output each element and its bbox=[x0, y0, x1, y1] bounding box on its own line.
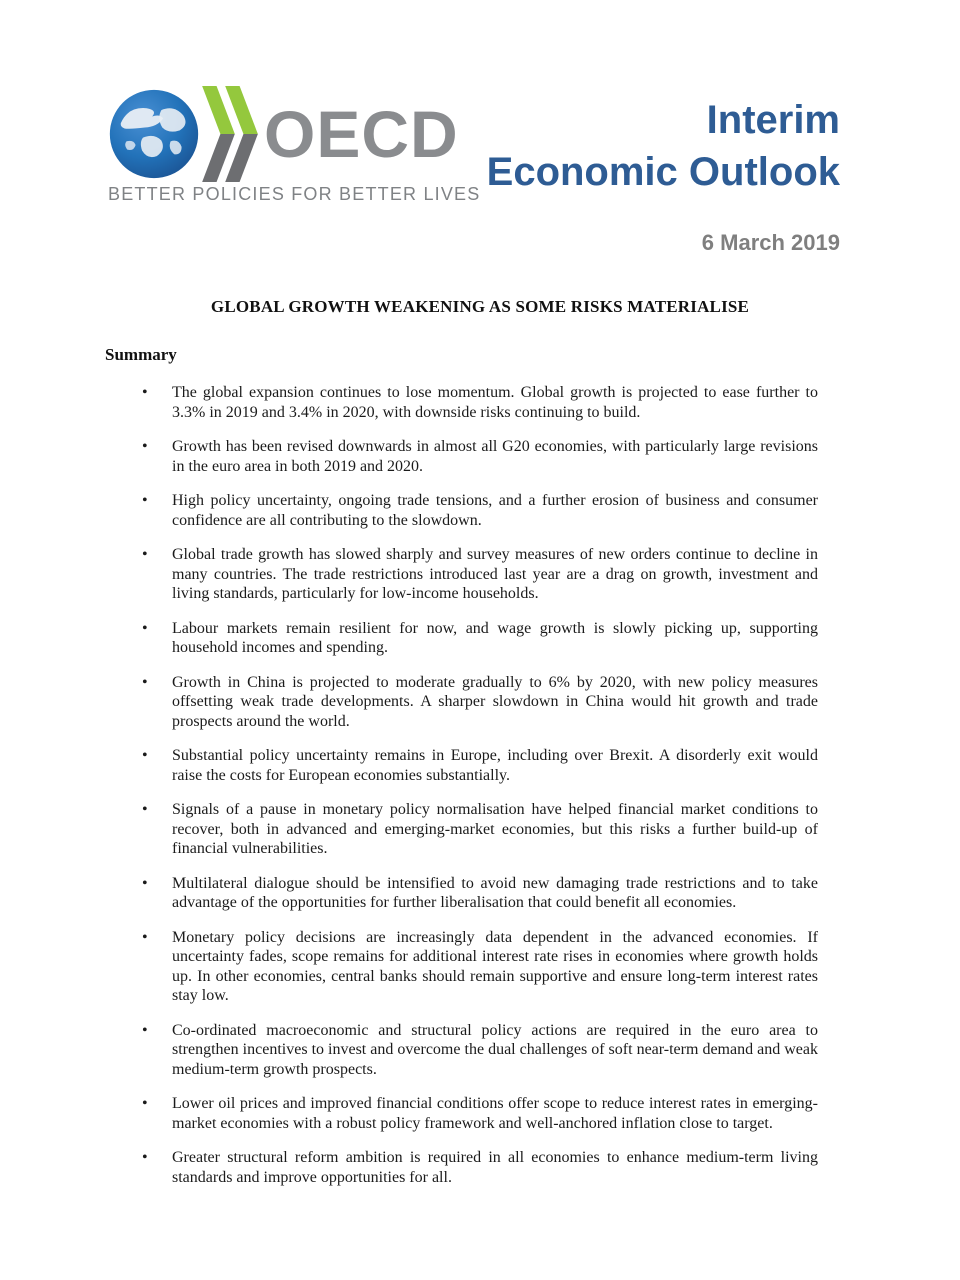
summary-bullet: • Global trade growth has slowed sharply and survey measures of new orders continue to decline in many countries. The trade restrictions introduced last year are a drag on growth, investment and living standards, particularly for low-income households. bbox=[140, 545, 818, 604]
summary-bullet: • Growth in China is projected to moderate gradually to 6% by 2020, with new policy measures offsetting weak trade developments. A sharper slowdown in China would hit growth and trade prospects around the world. bbox=[140, 673, 818, 732]
publication-title-line1: Interim bbox=[706, 98, 840, 142]
publication-title-line2: Economic Outlook bbox=[486, 150, 840, 194]
summary-bullet: • The global expansion continues to lose momentum. Global growth is projected to ease further to 3.3% in 2019 and 3.4% in 2020, with downside risks continuing to build. bbox=[140, 383, 818, 422]
logo-org-name: OECD bbox=[264, 97, 459, 171]
page-header bbox=[0, 0, 960, 265]
oecd-logo bbox=[108, 88, 481, 205]
document-body bbox=[0, 297, 960, 1187]
summary-bullet: • Labour markets remain resilient for now, and wage growth is slowly picking up, supporting household incomes and spending. bbox=[140, 619, 818, 658]
summary-bullet: • Greater structural reform ambition is required in all economies to enhance medium-term living standards and improve opportunities for all. bbox=[140, 1148, 818, 1187]
summary-bullet: • Growth has been revised downwards in almost all G20 economies, with particularly large revisions in the euro area in both 2019 and 2020. bbox=[140, 437, 818, 476]
summary-bullet: • High policy uncertainty, ongoing trade tensions, and a further erosion of business and consumer confidence are all contributing to the slowdown. bbox=[140, 491, 818, 530]
summary-bullet-list bbox=[140, 383, 855, 1187]
summary-heading: Summary bbox=[105, 345, 177, 364]
summary-bullet: • Lower oil prices and improved financial conditions offer scope to reduce interest rates in emerging-market economies with a robust policy framework and well-anchored inflation close to target. bbox=[140, 1094, 818, 1133]
globe-icon bbox=[108, 88, 200, 180]
summary-bullet: • Multilateral dialogue should be intensified to avoid new damaging trade restrictions and to take advantage of the opportunities for further liberalisation that could benefit all economies. bbox=[140, 874, 818, 913]
chevrons-icon bbox=[202, 86, 258, 182]
summary-bullet: • Monetary policy decisions are increasingly data dependent in the advanced economies. If uncertainty fades, scope remains for additional interest rate rises in economies where growth holds up. In other economies, central banks should remain supportive and ensure long-term interest rates stay low. bbox=[140, 928, 818, 1006]
logo-row bbox=[108, 88, 459, 180]
summary-bullet: • Signals of a pause in monetary policy normalisation have helped financial market conditions to recover, both in advanced and emerging-market economies, but this risks a further build-up of financial vulnerabilities. bbox=[140, 800, 818, 859]
publication-date: 6 March 2019 bbox=[701, 230, 840, 255]
document-heading: GLOBAL GROWTH WEAKENING AS SOME RISKS MATERIALISE bbox=[210, 297, 750, 316]
summary-bullet: • Co-ordinated macroeconomic and structural policy actions are required in the euro area to strengthen incentives to invest and overcome the dual challenges of soft near-term demand and weak medium-term growth prospects. bbox=[140, 1021, 818, 1080]
logo-tagline: BETTER POLICIES FOR BETTER LIVES bbox=[108, 184, 481, 204]
masthead-title-block bbox=[487, 94, 840, 256]
summary-bullet: • Substantial policy uncertainty remains in Europe, including over Brexit. A disorderly exit would raise the costs for European economies substantially. bbox=[140, 746, 818, 785]
